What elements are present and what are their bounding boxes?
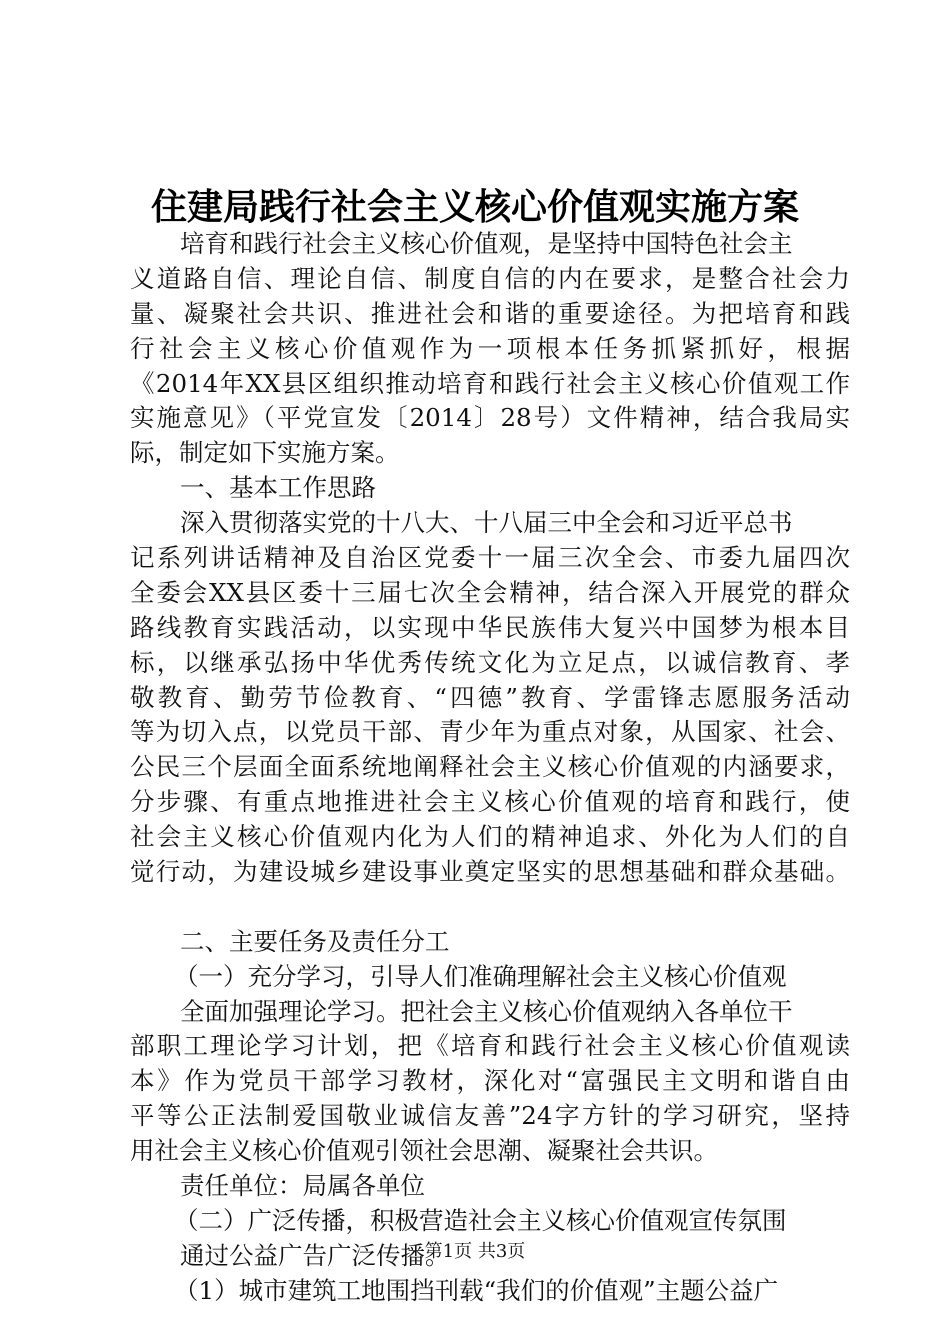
document-title: 住建局践行社会主义核心价值观实施方案 xyxy=(150,187,799,228)
subsection-heading: （二）广泛传播，积极营造社会主义核心价值观宣传氛围 xyxy=(174,1205,787,1235)
paragraph-line: 部职工理论学习计划，把《培育和践行社会主义核心价值观读 xyxy=(130,1031,850,1061)
paragraph-line: 敬教育、勤劳节俭教育、“四德”教育、学雷锋志愿服务活动 xyxy=(130,682,850,712)
paragraph-line: 平等公正法制爱国敬业诚信友善”24字方针的学习研究，坚持 xyxy=(130,1101,850,1131)
paragraph-line: 社会主义核心价值观内化为人们的精神追求、外化为人们的自 xyxy=(130,822,850,852)
paragraph-line: （1）城市建筑工地围挡刊载“我们的价值观”主题公益广 xyxy=(174,1275,779,1305)
paragraph-line: 通过公益广告广泛传播。 xyxy=(180,1240,450,1270)
paragraph-line: 全面加强理论学习。把社会主义核心价值观纳入各单位干 xyxy=(180,996,793,1026)
paragraph-line: 实施意见》（平党宣发〔2014〕28号）文件精神，结合我局实 xyxy=(130,403,850,433)
paragraph-line: 本》作为党员干部学习教材，深化对“富强民主文明和谐自由 xyxy=(130,1066,850,1096)
paragraph-line: 路线教育实践活动，以实现中华民族伟大复兴中国梦为根本目 xyxy=(130,612,850,642)
paragraph-line: 《2014年XX县区组织推动培育和践行社会主义核心价值观工作 xyxy=(130,368,850,398)
paragraph-line: 行社会主义核心价值观作为一项根本任务抓紧抓好，根据 xyxy=(130,333,850,363)
paragraph-line: 量、凝聚社会共识、推进社会和谐的重要途径。为把培育和践 xyxy=(130,298,850,328)
paragraph-line: 际，制定如下实施方案。 xyxy=(130,438,400,468)
subsection-heading: （一）充分学习，引导人们准确理解社会主义核心价值观 xyxy=(174,961,787,991)
paragraph-line: 全委会XX县区委十三届七次全会精神，结合深入开展党的群众 xyxy=(130,577,850,607)
page-number-footer: 第1页 共3页 xyxy=(424,1241,526,1262)
paragraph-line: 分步骤、有重点地推进社会主义核心价值观的培育和践行，使 xyxy=(130,787,850,817)
paragraph-line: 培育和践行社会主义核心价值观，是坚持中国特色社会主 xyxy=(180,229,793,258)
paragraph-line: 公民三个层面全面系统地阐释社会主义核心价值观的内涵要求， xyxy=(130,752,850,782)
paragraph-line: 觉行动，为建设城乡建设事业奠定坚实的思想基础和群众基础。 xyxy=(130,857,850,887)
paragraph-line: 义道路自信、理论自信、制度自信的内在要求，是整合社会力 xyxy=(130,263,850,293)
responsible-unit: 责任单位：局属各单位 xyxy=(180,1171,425,1201)
paragraph-line: 深入贯彻落实党的十八大、十八届三中全会和习近平总书 xyxy=(180,508,793,538)
paragraph-line: 等为切入点，以党员干部、青少年为重点对象，从国家、社会、 xyxy=(130,717,850,747)
blank-line xyxy=(130,890,850,925)
section-heading: 一、基本工作思路 xyxy=(180,473,376,503)
document-body xyxy=(130,227,850,1309)
section-heading: 二、主要任务及责任分工 xyxy=(180,926,450,956)
paragraph-line: 记系列讲话精神及自治区党委十一届三次全会、市委九届四次 xyxy=(130,543,850,573)
paragraph-line: 用社会主义核心价值观引领社会思潮、凝聚社会共识。 xyxy=(130,1136,718,1166)
paragraph-line: 标，以继承弘扬中华优秀传统文化为立足点，以诚信教育、孝 xyxy=(130,647,850,677)
